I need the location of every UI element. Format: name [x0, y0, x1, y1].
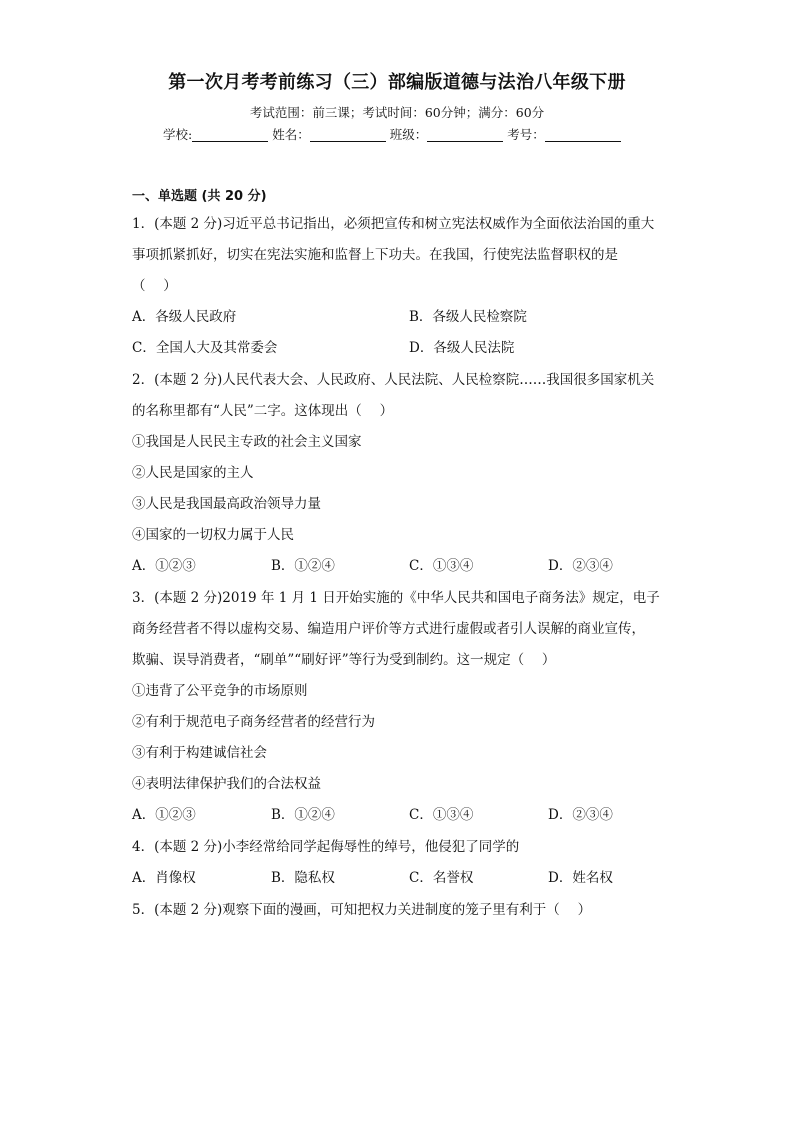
- q2-item-2: ②人民是国家的主人: [132, 465, 254, 481]
- q3-item-4: ④表明法律保护我们的合法权益: [132, 776, 321, 792]
- q3-stem-line2: 商务经营者不得以虚构交易、编造用户评价等方式进行虚假或者引人误解的商业宣传，: [132, 621, 645, 637]
- school-label: 学校:: [163, 127, 193, 142]
- q1-option-a[interactable]: A．各级人民政府: [132, 309, 237, 325]
- q4-stem-line1: 4．(本题 2 分)小李经常给同学起侮辱性的绰号，他侵犯了同学的: [132, 839, 520, 855]
- q2-item-1: ①我国是人民民主专政的社会主义国家: [132, 434, 362, 450]
- q3-item-3: ③有利于构建诚信社会: [132, 745, 267, 761]
- q4-option-d[interactable]: D．姓名权: [548, 870, 613, 886]
- q2-option-d[interactable]: D．②③④: [548, 558, 613, 574]
- q3-option-c[interactable]: C．①③④: [409, 807, 474, 823]
- exam-scope-line: 考试范围：前三课；考试时间：60分钟；满分：60分: [249, 105, 545, 120]
- q2-stem-line2: 的名称里都有“人民”二字。这体现出（ ）: [132, 403, 394, 419]
- q2-option-a[interactable]: A．①②③: [132, 558, 196, 574]
- q3-stem-line3: 欺骗、误导消费者，“刷单”“刷好评”等行为受到制约。这一规定（ ）: [132, 652, 556, 668]
- exam-title: 第一次月考考前练习（三）部编版道德与法治八年级下册: [168, 72, 626, 93]
- class-blank[interactable]: [427, 127, 503, 142]
- q1-stem-line2: 事项抓紧抓好，切实在宪法实施和监督上下功夫。在我国，行使宪法监督职权的是: [132, 247, 618, 263]
- q2-option-c[interactable]: C．①③④: [409, 558, 474, 574]
- q3-item-1: ①违背了公平竞争的市场原则: [132, 683, 308, 699]
- number-label: 考号：: [507, 127, 545, 142]
- name-label: 姓名：: [272, 127, 310, 142]
- q4-option-a[interactable]: A．肖像权: [132, 870, 196, 886]
- q3-option-b[interactable]: B．①②④: [271, 807, 335, 823]
- q1-option-b[interactable]: B．各级人民检察院: [409, 309, 527, 325]
- q2-option-b[interactable]: B．①②④: [271, 558, 335, 574]
- q1-stem-line1: 1．(本题 2 分)习近平总书记指出，必须把宣传和树立宪法权威作为全面依法治国的重大: [132, 216, 655, 232]
- q2-item-3: ③人民是我国最高政治领导力量: [132, 496, 321, 512]
- q3-stem-line1: 3．(本题 2 分)2019 年 1 月 1 日开始实施的《中华人民共和国电子商务法》规定，电子: [132, 590, 660, 606]
- q3-item-2: ②有利于规范电子商务经营者的经营行为: [132, 714, 375, 730]
- q2-stem-line1: 2．(本题 2 分)人民代表大会、人民政府、人民法院、人民检察院……我国很多国家机关: [132, 372, 655, 388]
- q1-option-d[interactable]: D．各级人民法院: [409, 340, 515, 356]
- school-blank[interactable]: [192, 127, 268, 142]
- q1-option-c[interactable]: C．全国人大及其常委会: [132, 340, 278, 356]
- q1-stem-line3: （ ）: [132, 278, 177, 294]
- number-blank[interactable]: [545, 127, 621, 142]
- q4-option-c[interactable]: C．名誉权: [409, 870, 474, 886]
- q4-option-b[interactable]: B．隐私权: [271, 870, 335, 886]
- class-label: 班级：: [389, 127, 428, 142]
- name-blank[interactable]: [310, 127, 386, 142]
- q5-stem-line1: 5．(本题 2 分)观察下面的漫画，可知把权力关进制度的笼子里有利于（ ）: [132, 902, 592, 918]
- student-info-line: [163, 125, 621, 143]
- section-title: 一、单选题 (共 20 分): [132, 189, 267, 204]
- q2-item-4: ④国家的一切权力属于人民: [132, 527, 294, 543]
- q3-option-d[interactable]: D．②③④: [548, 807, 613, 823]
- q3-option-a[interactable]: A．①②③: [132, 807, 196, 823]
